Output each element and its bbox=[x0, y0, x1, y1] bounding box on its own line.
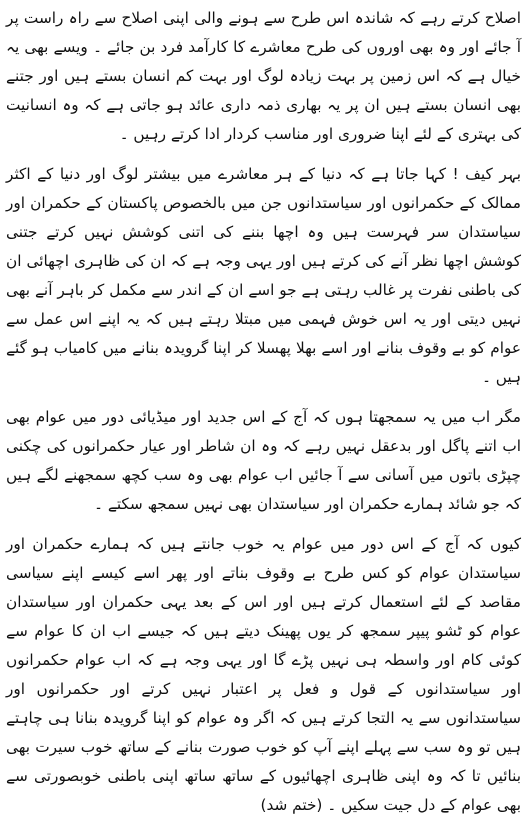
paragraph-4: کیوں کہ آج کے اس دور میں عوام یہ خوب جانتے ہیں کہ ہمارے حکمران اور سیاستدان عوام کو کس طرح بے وقوف بناتے اور پھر اسے کیسے اپنے سیاسی مقاصد کے لئے استعمال کرتے ہیں اور اس کے بعد یہی حکمران اور سیاستدان عوام کو ٹشو پیپر سمجھ کر یوں پھینک دیتے ہیں کہ جیسے اب ان کا عوام سے کوئی کام اور واسطہ ہی نہیں پڑے گا اور یہی وجہ ہے کہ اب عوام حکمرانوں اور سیاستدانوں کے قول و فعل پر اعتبار نہیں کرتے اور حکمرانوں اور سیاستدانوں سے یہ التجا کرتے ہیں کہ اگر وہ عوام کو اپنا گرویدہ بنانا ہی چاہتے ہیں تو وہ سب سے پہلے اپنے آپ کو خوب صورت بنانے کے ساتھ خوب سیرت بھی بنائیں تا کہ وہ اپنی ظاہری اچھائیوں کے ساتھ ساتھ اپنی باطنی خوبصورتی سے بھی عوام کے دل جیت سکیں ۔ (ختم شد) bbox=[6, 535, 521, 814]
article-body bbox=[6, 4, 521, 831]
paragraph-3: مگر اب میں یہ سمجھتا ہوں کہ آج کے اس جدید اور میڈیائی دور میں عوام بھی اب اتنے پاگل اور بدعقل نہیں رہے کہ وہ ان شاطر اور عیار حکمرانوں کی چکنی چپڑی باتوں میں آسانی سے آ جائیں اب عوام بھی وہ سب کچھ سمجھنے لگے ہیں کہ جو شائد ہمارے حکمران اور سیاستدان بھی نہیں سمجھ سکتے ۔ bbox=[6, 408, 521, 513]
paragraph-2: بہر کیف ! کہا جاتا ہے کہ دنیا کے ہر معاشرے میں بیشتر لوگ اور دنیا کے اکثر ممالک کے حکمرانوں اور سیاستدانوں جن میں بالخصوص پاکستان کے حکمران اور سیاستدان سر فہرست ہیں وہ اچھا بننے کی اتنی کوشش نہیں کرتے جتنی کوشش اچھا نظر آنے کی کرتے ہیں اور یہی وجہ ہے کہ ان کی ظاہری اچھائی ان کی باطنی نفرت پر غالب رہتی ہے جو اسے ان کے اندر سے مکمل کر باہر آنے بھی نہیں دیتی اور یہ اس خوش فہمی میں مبتلا رہتے ہیں کہ یہ اپنے اس عمل سے عوام کو بے وقوف بنانے اور اسے بھلا پھسلا کر اپنا گرویدہ بنانے میں کامیاب ہو گئے ہیں ۔ bbox=[6, 165, 521, 386]
paragraph-1: اصلاح کرتے رہے کہ شاندہ اس طرح سے ہونے والی اپنی اصلاح سے راہ راست پر آ جائے اور وہ بھی اوروں کی طرح معاشرے کا کارآمد فرد بن جائے ۔ ویسے بھی یہ خیال ہے کہ اس زمین پر بہت زیادہ لوگ اور بہت کم انسان بستے ہیں اور جتنے بھی انسان بستے ہیں ان پر یہ بھاری ذمہ داری عائد ہو جاتی ہے کہ وہ انسانیت کی بہتری کے لئے اپنا ضروری اور مناسب کردار ادا کرتے رہیں ۔ bbox=[6, 9, 521, 143]
